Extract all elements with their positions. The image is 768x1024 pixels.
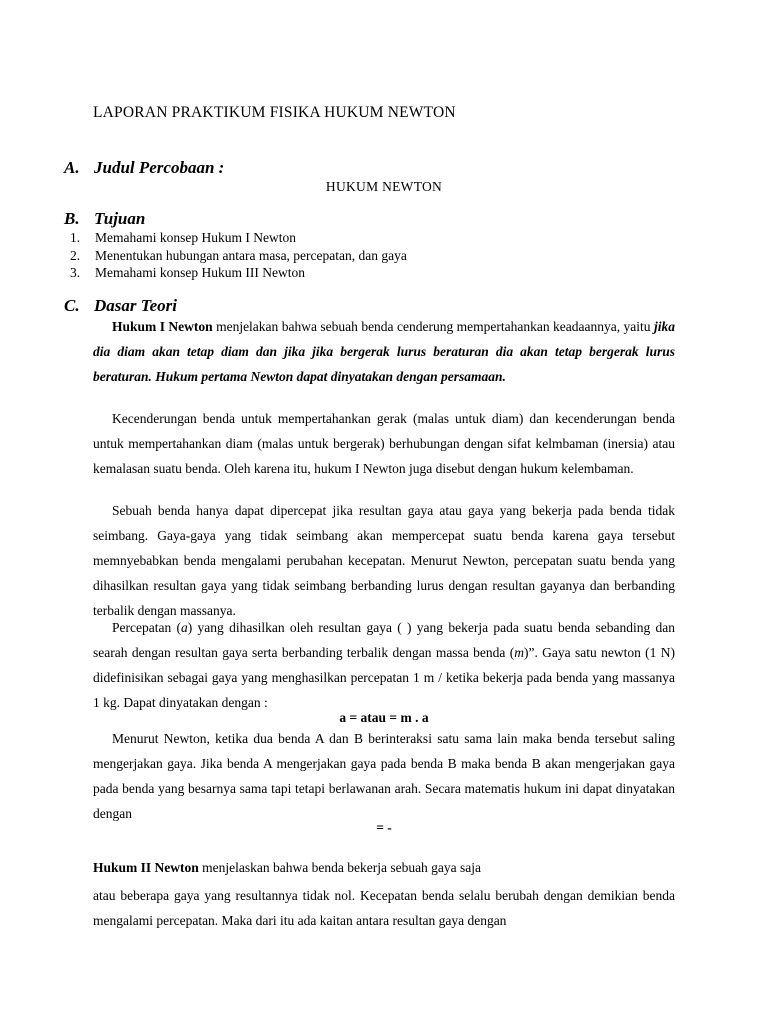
list-item: [64, 247, 407, 265]
experiment-title: HUKUM NEWTON: [325, 179, 443, 194]
paragraph-text: menjelaskan bahwa benda bekerja sebuah gaya saja: [198, 860, 482, 875]
section-letter: A.: [64, 158, 80, 177]
section-c-heading: [64, 296, 177, 316]
section-b-heading: [64, 209, 145, 229]
symbol-a: a: [181, 620, 188, 635]
list-text: Memahami konsep Hukum I Newton: [95, 230, 296, 245]
paragraph-text: ) yang dihasilkan oleh resultan gaya ( ) yang bekerja pada suatu benda sebanding dan searah dengan resultan gaya serta berbanding terbalik dengan massa benda (: [93, 620, 675, 660]
list-item: [64, 264, 407, 282]
paragraph-text: Percepatan (: [112, 620, 182, 635]
section-a-heading: [64, 158, 224, 178]
section-letter: C.: [64, 296, 80, 315]
paragraph-acceleration: Sebuah benda hanya dapat dipercepat jika resultan gaya atau gaya yang bekerja pada benda tidak seimbang. Gaya-gaya yang tidak seimbang akan mempercepat suatu benda karena gaya tersebut memnyebabkan benda mengalami perubahan kecepatan. Menurut Newton, percepatan suatu benda yang dihasilkan resultan gaya yang tidak seimbang berbanding lurus dengan resultan gayanya dan berbanding terbalik dengan massanya.: [93, 503, 675, 618]
paragraph-hukum-2: [93, 860, 481, 876]
formula-second-law: a = atau = m . a: [339, 710, 429, 725]
paragraph-newton-unit: [93, 615, 675, 715]
paragraph-text: )”. Gaya satu newton (1 N) didefinisikan sebagai gaya yang menghasilkan percepatan 1 m / ketika bekerja pada benda yang massanya 1 kg. Dapat dinyatakan dengan :: [93, 645, 675, 710]
page-title: LAPORAN PRAKTIKUM FISIKA HUKUM NEWTON: [93, 104, 456, 121]
list-number: 1.: [70, 230, 81, 245]
list-number: 2.: [70, 247, 81, 263]
list-text: Menentukan hubungan antara masa, percepatan, dan gaya: [95, 247, 407, 263]
list-item: [64, 229, 407, 247]
term-hukum-2: Hukum II Newton: [93, 860, 199, 875]
section-heading-text: Tujuan: [94, 209, 146, 228]
paragraph-continuation: atau beberapa gaya yang resultannya tidak nol. Kecepatan benda selalu berubah dengan demikian benda mengalami percepatan. Maka dari itu ada kaitan antara resultan gaya dengan: [93, 888, 675, 928]
symbol-m: m: [514, 645, 524, 660]
paragraph-hukum-1: [93, 314, 675, 389]
objectives-list: [64, 229, 407, 282]
paragraph-inertia: Kecenderungan benda untuk mempertahankan gerak (malas untuk diam) dan kecenderungan benda untuk mempertahankan diam (malas untuk bergerak) berhubungan dengan sifat kelmbaman (inersia) atau kemalasan suatu benda. Oleh karena itu, hukum I Newton juga disebut dengan hukum kelembaman.: [93, 411, 675, 476]
section-heading-text: Dasar Teori: [94, 296, 177, 315]
paragraph-text: menjelakan bahwa sebuah benda cenderung mempertahankan keadaannya, yaitu: [212, 319, 654, 334]
emphasis-text: jika dia diam akan tetap diam dan jika jika bergerak lurus beraturan dia akan tetap bergerak lurus beraturan. Hukum pertama Newton dapat dinyatakan dengan persamaan.: [93, 319, 675, 384]
term-hukum-1: Hukum I Newton: [112, 319, 213, 334]
formula-third-law: = -: [376, 820, 392, 835]
list-number: 3.: [70, 265, 81, 280]
list-text: Memahami konsep Hukum III Newton: [95, 265, 305, 280]
section-heading-text: Judul Percobaan :: [94, 158, 225, 177]
section-letter: B.: [64, 209, 80, 228]
paragraph-third-law: Menurut Newton, ketika dua benda A dan B berinteraksi satu sama lain maka benda tersebut saling mengerjakan gaya. Jika benda A mengerjakan gaya pada benda B maka benda B akan mengerjakan gaya pada benda yang besarnya sama tapi tetapi berlawanan arah. Secara matematis hukum ini dapat dinyatakan dengan: [93, 731, 675, 821]
